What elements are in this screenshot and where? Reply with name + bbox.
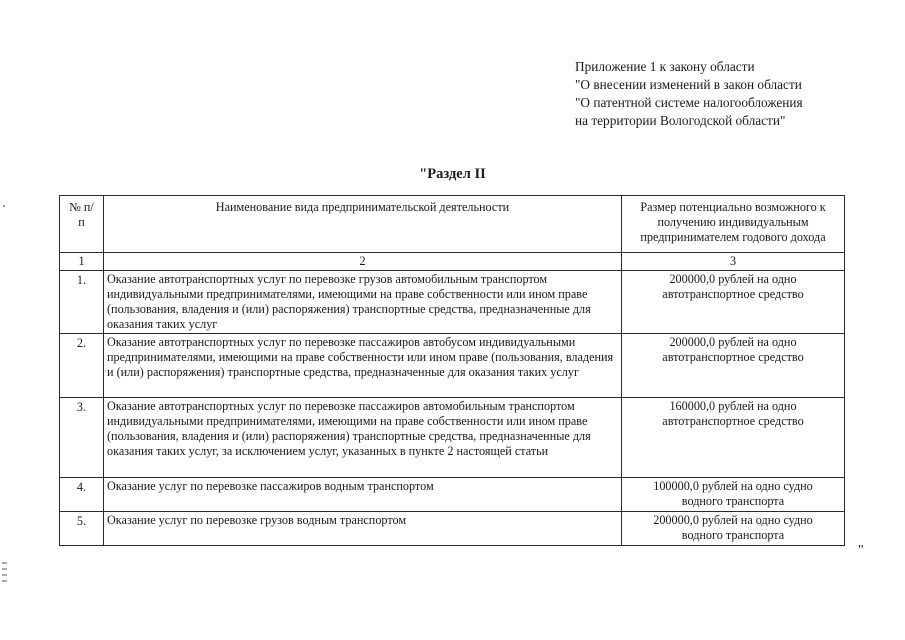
row-num: 2. bbox=[60, 334, 104, 398]
row-value bbox=[622, 512, 845, 546]
table-index-row bbox=[60, 253, 845, 271]
binding-marks-icon bbox=[2, 561, 8, 583]
row-name: Оказание услуг по перевозке пассажиров водным транспортом bbox=[104, 478, 622, 512]
row-num: 4. bbox=[60, 478, 104, 512]
scan-artifact bbox=[3, 205, 5, 207]
appendix-line: "О патентной системе налогообложения bbox=[575, 95, 803, 110]
row-value-text: 200000,0 рублей на одно автотранспортное средство bbox=[662, 272, 804, 301]
row-name: Оказание услуг по перевозке грузов водным транспортом bbox=[104, 512, 622, 546]
table-row bbox=[60, 512, 845, 546]
row-name: Оказание автотранспортных услуг по перевозке пассажиров автобусом индивидуальными предпринимателями, имеющими на праве собственности или ином праве (пользования, владения и (или) распоряжения) транспортные средства, предназначенные для оказания таких услуг bbox=[104, 334, 622, 398]
row-name: Оказание автотранспортных услуг по перевозке грузов автомобильным транспортом индивидуальными предпринимателями, имеющими на праве собственности или ином праве (пользования, владения и (или) распоряжения) транспортные средства, предназначенные для оказания таких услуг bbox=[104, 271, 622, 334]
margin-mark bbox=[2, 561, 8, 584]
row-name: Оказание автотранспортных услуг по перевозке пассажиров автомобильным транспортом индивидуальными предпринимателями, имеющими на праве собственности или ином праве (пользования, владения и (или) распоряжения) транспортные средства, предназначенные для оказания таких услуг, за исключением услуг, указанных в пункте 2 настоящей статьи bbox=[104, 398, 622, 478]
header-num bbox=[60, 196, 104, 253]
appendix-line: "О внесении изменений в закон области bbox=[575, 77, 802, 92]
appendix-line: Приложение 1 к закону области bbox=[575, 59, 755, 74]
row-value-text: 200000,0 рублей на одно судно водного транспорта bbox=[653, 513, 813, 542]
header-size: Размер потенциально возможного к получению индивидуальным предпринимателем годового дохода bbox=[622, 196, 845, 253]
index-cell: 3 bbox=[622, 253, 845, 271]
appendix-header bbox=[575, 58, 875, 130]
closing-quote: " bbox=[858, 543, 864, 558]
index-cell: 2 bbox=[104, 253, 622, 271]
section-title: "Раздел II bbox=[419, 166, 486, 182]
header-num-label: № п/п bbox=[69, 200, 94, 229]
row-value bbox=[622, 478, 845, 512]
row-value-text: 100000,0 рублей на одно судно водного транспорта bbox=[653, 479, 813, 508]
row-value bbox=[622, 398, 845, 478]
row-value bbox=[622, 271, 845, 334]
index-cell: 1 bbox=[60, 253, 104, 271]
row-num: 5. bbox=[60, 512, 104, 546]
income-table bbox=[59, 195, 845, 546]
row-num: 1. bbox=[60, 271, 104, 334]
table-row bbox=[60, 478, 845, 512]
row-value bbox=[622, 334, 845, 398]
row-value-text: 160000,0 рублей на одно автотранспортное средство bbox=[662, 399, 804, 428]
table-row bbox=[60, 271, 845, 334]
appendix-line: на территории Вологодской области" bbox=[575, 113, 786, 128]
table-row bbox=[60, 334, 845, 398]
row-num: 3. bbox=[60, 398, 104, 478]
table-row bbox=[60, 398, 845, 478]
row-value-text: 200000,0 рублей на одно автотранспортное средство bbox=[662, 335, 804, 364]
table-header-row bbox=[60, 196, 845, 253]
header-name: Наименование вида предпринимательской деятельности bbox=[104, 196, 622, 253]
